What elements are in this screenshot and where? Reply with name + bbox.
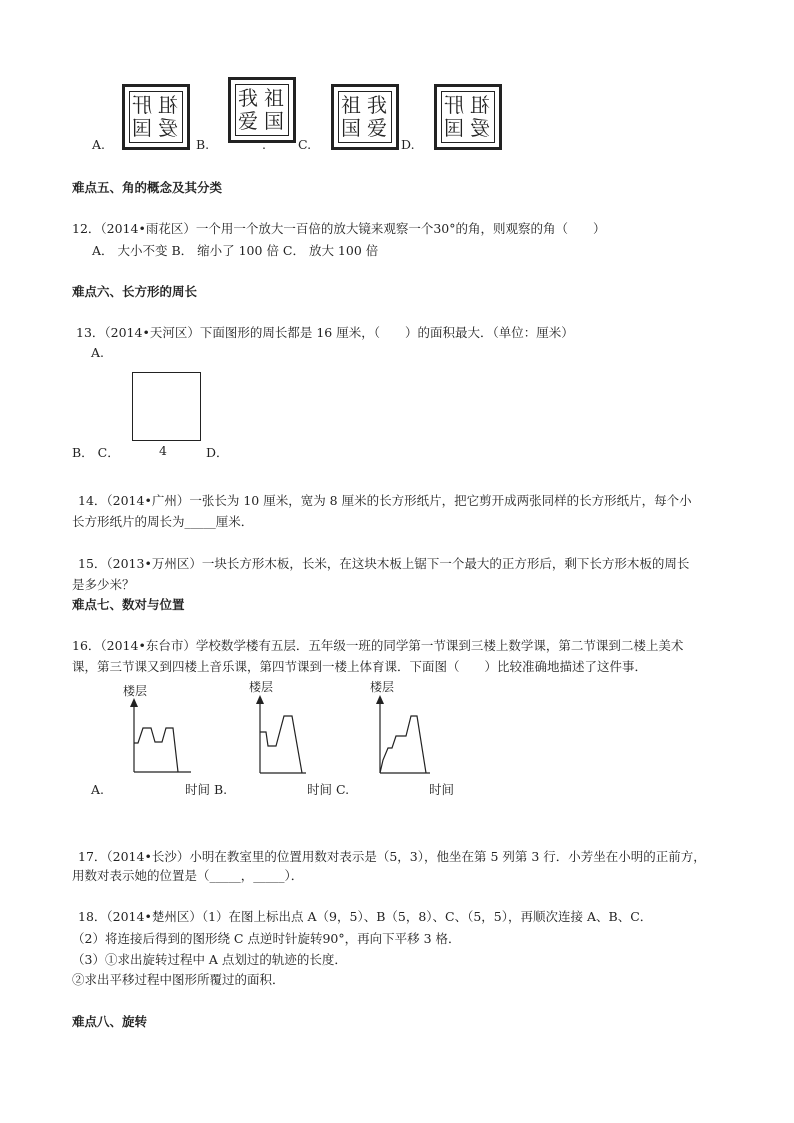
q13-stem: 13．（2014•天河区）下面图形的周长都是 16 厘米，（ ）的面积最大．（单位：厘米） bbox=[76, 325, 574, 340]
graph-b-x-label: 时间 bbox=[307, 782, 333, 797]
dot-mark: . bbox=[262, 137, 266, 152]
graph-a-y-label: 楼层 bbox=[123, 684, 148, 698]
q16-line-1: 16．（2014•东台市）学校数学楼有五层．五年级一班的同学第一节课到三楼上数学课，第二节课到二楼上美术 bbox=[72, 638, 684, 653]
square-side-label: 4 bbox=[159, 443, 167, 458]
graph-b-line bbox=[260, 716, 302, 773]
q18-line-1: 18．（2014•楚州区）（1）在图上标出点 A（9，5）、B（5，8）、C、（5，5），再顺次连接 A、B、C． bbox=[78, 909, 653, 924]
graph-c-x-label: 时间 bbox=[429, 782, 455, 797]
option-c-label: C. bbox=[298, 137, 312, 152]
seal-char: 爱 bbox=[238, 109, 258, 133]
seal-a bbox=[122, 84, 190, 150]
q16-line-2: 课，第三节课又到四楼上音乐课，第四节课到一楼上体育课．下面图（ ）比较准确地描述了这件事． bbox=[72, 659, 648, 674]
graph-c-line bbox=[380, 716, 426, 773]
q12-options: A． 大小不变 B． 缩小了 100 倍 C． 放大 100 倍 bbox=[92, 243, 379, 258]
seal-char: 爱 bbox=[470, 116, 490, 140]
q13-option-bc-label: B． C． bbox=[72, 445, 120, 460]
option-b-label: B. bbox=[196, 137, 210, 152]
graph-c-option-label: C. bbox=[336, 782, 350, 797]
seal-char: 肝 bbox=[132, 93, 152, 117]
seal-char: 祖 bbox=[264, 86, 284, 110]
option-a-label: A. bbox=[92, 137, 106, 152]
section-5-heading: 难点五、角的概念及其分类 bbox=[72, 180, 223, 195]
section-8-heading: 难点八、旋转 bbox=[72, 1014, 148, 1029]
q12-stem: 12．（2014•雨花区）一个用一个放大一百倍的放大镜来观察一个30°的角，则观察的角（ ） bbox=[72, 221, 606, 236]
seal-c bbox=[331, 84, 399, 150]
graph-b bbox=[240, 676, 320, 776]
seal-char: 国 bbox=[341, 116, 361, 140]
graph-a-line bbox=[134, 728, 178, 772]
seal-char: 爱 bbox=[367, 116, 387, 140]
seal-char: 国 bbox=[444, 116, 464, 140]
q18-line-2: （2）将连接后得到的图形绕 C 点逆时针旋转90°，再向下平移 3 格． bbox=[72, 931, 461, 946]
seal-char: 我 bbox=[238, 86, 258, 110]
q13-option-a-label: A. bbox=[91, 345, 105, 360]
q17-line-1: 17．（2014•长沙）小明在教室里的位置用数对表示是（5，3），他坐在第 5 列第 3 行．小芳坐在小明的正前方， bbox=[78, 849, 706, 864]
q18-line-4: ②求出平移过程中图形所覆过的面积． bbox=[72, 972, 285, 987]
q14-line-1: 14．（2014•广州）一张长为 10 厘米，宽为 8 厘米的长方形纸片，把它剪开成两张同样的长方形纸片，每个小 bbox=[78, 493, 692, 508]
seal-char: 祖 bbox=[470, 93, 490, 117]
seal-char: 国 bbox=[264, 109, 284, 133]
q13-option-d-label: D． bbox=[206, 445, 229, 460]
q15-line-2: 是多少米？ bbox=[72, 577, 135, 592]
seal-char: 祖 bbox=[158, 93, 178, 117]
graph-c bbox=[360, 676, 440, 776]
seal-char: 国 bbox=[132, 116, 152, 140]
seal-char: 祖 bbox=[341, 93, 361, 117]
graph-a-option-label: A. bbox=[91, 782, 105, 797]
section-7-heading: 难点七、数对与位置 bbox=[72, 597, 185, 612]
q14-line-2: 长方形纸片的周长为_____厘米． bbox=[72, 514, 254, 529]
graph-b-y-label: 楼层 bbox=[249, 680, 274, 694]
section-6-heading: 难点六、长方形的周长 bbox=[72, 284, 198, 299]
graph-c-y-label: 楼层 bbox=[370, 680, 395, 694]
seal-char: 我 bbox=[367, 93, 387, 117]
q18-line-3: （3）①求出旋转过程中 A 点划过的轨迹的长度． bbox=[72, 952, 347, 967]
option-d-label: D. bbox=[401, 137, 415, 152]
graph-a bbox=[115, 680, 195, 780]
q15-line-1: 15．（2013•万州区）一块长方形木板，长米，在这块木板上锯下一个最大的正方形后，剩下长方形木板的周长 bbox=[78, 556, 690, 571]
square-figure bbox=[132, 372, 201, 441]
seal-b bbox=[228, 77, 296, 143]
graph-b-option-label: B. bbox=[214, 782, 228, 797]
seal-d bbox=[434, 84, 502, 150]
graph-a-x-label: 时间 bbox=[185, 782, 211, 797]
seal-char: 肝 bbox=[444, 93, 464, 117]
seal-char: 爱 bbox=[158, 116, 178, 140]
q17-line-2: 用数对表示她的位置是（_____，_____）． bbox=[72, 868, 304, 883]
